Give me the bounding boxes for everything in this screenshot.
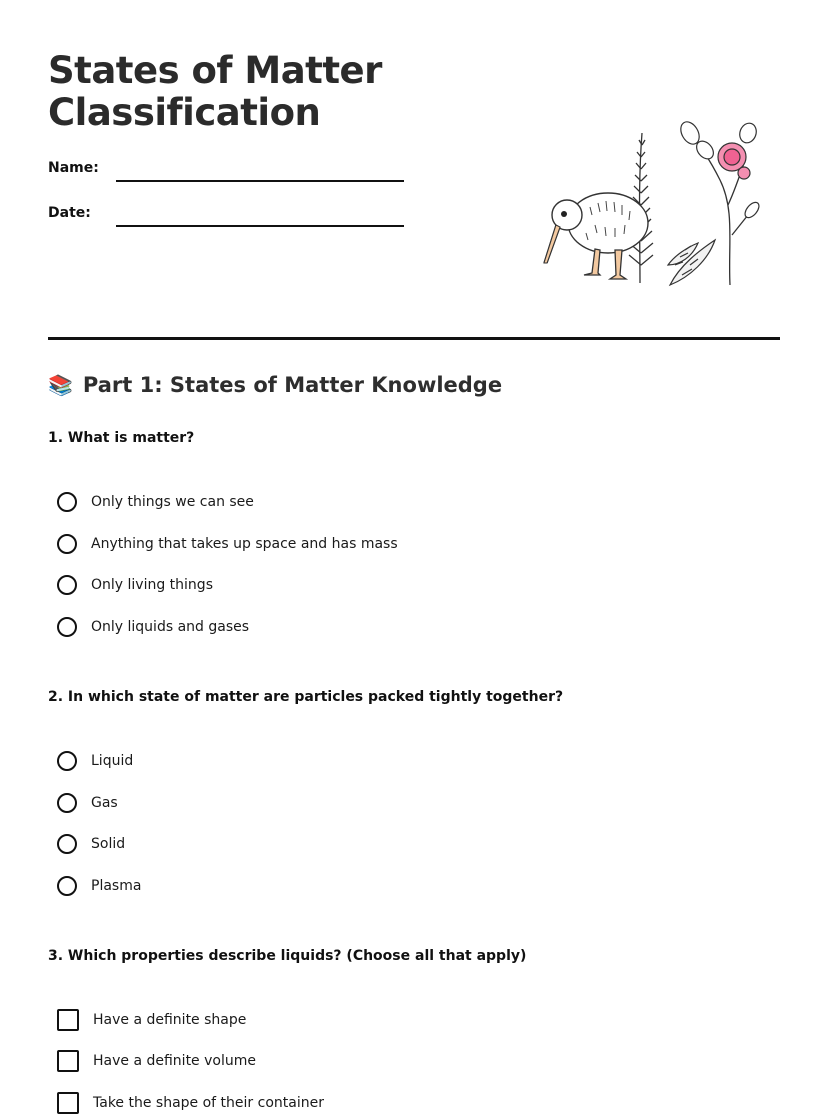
option-label: Only liquids and gases bbox=[91, 619, 250, 635]
date-field[interactable] bbox=[116, 225, 404, 227]
radio-button[interactable] bbox=[57, 534, 77, 554]
q1-option-1[interactable] bbox=[57, 492, 254, 512]
question-3-text: 3. Which properties describe liquids? (Choose all that apply) bbox=[48, 948, 527, 964]
q1-option-3[interactable] bbox=[57, 575, 213, 595]
radio-button[interactable] bbox=[57, 751, 77, 771]
checkbox[interactable] bbox=[57, 1050, 79, 1072]
section-heading-part-1 bbox=[48, 373, 502, 397]
option-label: Have a definite volume bbox=[93, 1053, 256, 1069]
q3-option-2[interactable] bbox=[57, 1050, 256, 1072]
question-1-text: 1. What is matter? bbox=[48, 430, 195, 446]
date-label: Date: bbox=[48, 205, 91, 221]
name-field[interactable] bbox=[116, 180, 404, 182]
section-divider bbox=[48, 337, 780, 340]
q1-option-4[interactable] bbox=[57, 617, 249, 637]
checkbox[interactable] bbox=[57, 1009, 79, 1031]
option-label: Take the shape of their container bbox=[93, 1095, 324, 1111]
option-label: Only things we can see bbox=[91, 494, 254, 510]
q3-option-1[interactable] bbox=[57, 1009, 246, 1031]
q1-option-2[interactable] bbox=[57, 534, 398, 554]
q2-option-2[interactable] bbox=[57, 793, 118, 813]
worksheet-title: States of Matter Classification bbox=[48, 49, 382, 134]
name-label: Name: bbox=[48, 160, 99, 176]
radio-button[interactable] bbox=[57, 876, 77, 896]
radio-button[interactable] bbox=[57, 834, 77, 854]
option-label: Have a definite shape bbox=[93, 1012, 247, 1028]
option-label: Plasma bbox=[91, 878, 142, 894]
option-label: Only living things bbox=[91, 577, 213, 593]
option-label: Anything that takes up space and has mass bbox=[91, 536, 398, 552]
radio-button[interactable] bbox=[57, 793, 77, 813]
q3-option-3[interactable] bbox=[57, 1092, 324, 1114]
q2-option-1[interactable] bbox=[57, 751, 133, 771]
radio-button[interactable] bbox=[57, 575, 77, 595]
books-icon: 📚 bbox=[48, 373, 73, 397]
kiwi-bird-and-fern-plant-icon bbox=[540, 115, 760, 290]
section-title-text: Part 1: States of Matter Knowledge bbox=[82, 373, 503, 397]
question-2-text: 2. In which state of matter are particles packed tightly together? bbox=[48, 689, 564, 705]
option-label: Solid bbox=[91, 836, 126, 852]
checkbox[interactable] bbox=[57, 1092, 79, 1114]
option-label: Liquid bbox=[91, 753, 134, 769]
radio-button[interactable] bbox=[57, 492, 77, 512]
radio-button[interactable] bbox=[57, 617, 77, 637]
option-label: Gas bbox=[91, 795, 118, 811]
q2-option-4[interactable] bbox=[57, 876, 141, 896]
q2-option-3[interactable] bbox=[57, 834, 125, 854]
